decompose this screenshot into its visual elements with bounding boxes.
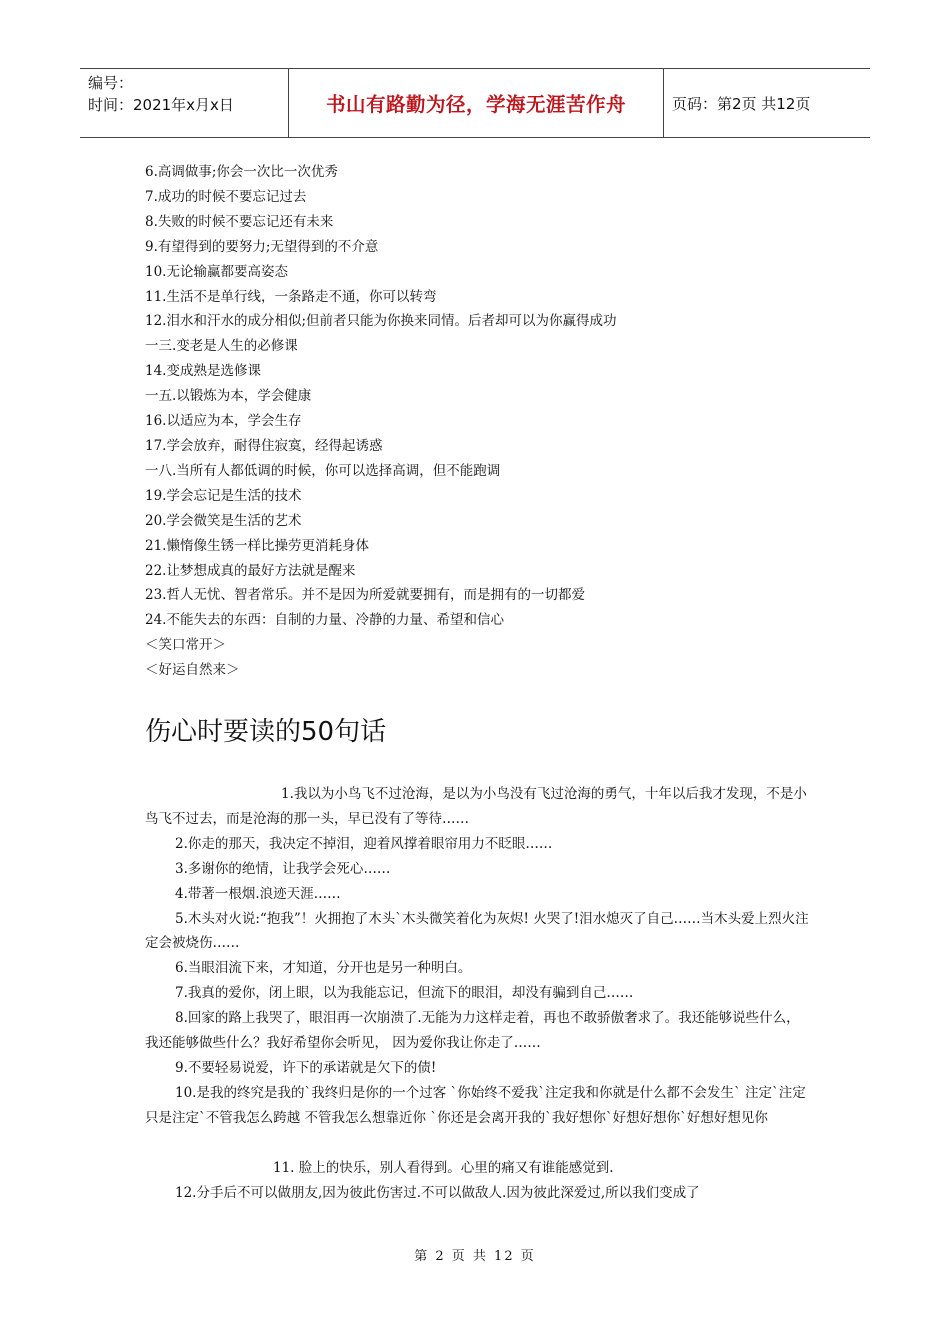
list-item: 22.让梦想成真的最好方法就是醒来: [145, 562, 356, 579]
list-item: 一八.当所有人都低调的时候，你可以选择高调，但不能跑调: [145, 462, 501, 479]
list-item: 17.学会放弃，耐得住寂寞，经得起诱惑: [145, 437, 383, 454]
list-item: 12.泪水和汗水的成分相似;但前者只能为你换来同情。后者却可以为你赢得成功: [145, 313, 617, 330]
paragraph: 12.分手后不可以做朋友,因为彼此伤害过.不可以做敌人.因为彼此深爱过,所以我们变成了: [175, 1184, 700, 1201]
list-item: 9.有望得到的要努力;无望得到的不介意: [145, 238, 379, 255]
paragraph: 1.我以为小鸟飞不过沧海，是以为小鸟没有飞过沧海的勇气，十年以后我才发现，不是小鸟飞不过去，而是沧海的那一头，早已没有了等待……: [145, 786, 807, 827]
list-item: ＜笑口常开＞: [145, 637, 226, 654]
header-page-info: 页码：第2页 共12页: [672, 94, 811, 113]
list-item: 一五.以锻炼为本，学会健康: [145, 388, 312, 405]
document-number-label: 编号：: [88, 74, 134, 92]
paragraph: 7.我真的爱你，闭上眼，以为我能忘记，但流下的眼泪，却没有骗到自己……: [175, 985, 634, 1002]
paragraph: 3.多谢你的绝情，让我学会死心……: [175, 860, 391, 877]
page-footer: 第 2 页 共 12 页: [414, 1249, 536, 1264]
section-title: 伤心时要读的50句话: [145, 717, 387, 747]
list-item: 11.生活不是单行线，一条路走不通，你可以转弯: [145, 288, 437, 305]
quote-paragraphs: [145, 782, 811, 1206]
list-item: 8.失败的时候不要忘记还有未来: [145, 213, 334, 230]
list-item: 7.成功的时候不要忘记过去: [145, 188, 307, 205]
numbered-list: [145, 160, 845, 683]
header-motto: 书山有路勤为径，学海无涯苦作舟: [289, 69, 664, 137]
paragraph: 5.木头对火说:“抱我”！火拥抱了木头`木头微笑着化为灰烬! 火哭了!泪水熄灭了自己……当木头爱上烈火注定会被烧伤……: [145, 910, 809, 952]
paragraph: 9.不要轻易说爱，许下的承诺就是欠下的债!: [175, 1059, 437, 1076]
paragraph: 4.带著一根烟.浪迹天涯……: [175, 885, 341, 902]
document-date: 时间：2021年x月x日: [88, 96, 234, 114]
header-meta: [80, 69, 289, 137]
list-item: 16.以适应为本，学会生存: [145, 413, 302, 430]
page-header: [80, 68, 870, 138]
paragraph: 11. 脸上的快乐，别人看得到。心里的痛又有谁能感觉到.: [273, 1159, 614, 1176]
paragraph: 10.是我的终究是我的`我终归是你的一个过客 `你始终不爱我`注定我和你就是什么都不会发生` 注定`注定只是注定`不管我怎么跨越 不管我怎么想靠近你 `你还是会离开我的`我好想你`好想好想你`好想好想见你: [145, 1084, 806, 1126]
list-item: ＜好运自然来＞: [145, 662, 240, 679]
list-item: 24.不能失去的东西：自制的力量、冷静的力量、希望和信心: [145, 612, 504, 629]
list-item: 14.变成熟是选修课: [145, 363, 261, 380]
list-item: 6.高调做事;你会一次比一次优秀: [145, 164, 338, 180]
list-item: 23.哲人无忧、智者常乐。并不是因为所爱就要拥有，而是拥有的一切都爱: [145, 587, 585, 604]
list-item: 一三.变老是人生的必修课: [145, 338, 298, 355]
list-item: 19.学会忘记是生活的技术: [145, 487, 302, 504]
paragraph: 6.当眼泪流下来，才知道，分开也是另一种明白。: [175, 960, 472, 977]
list-item: 21.懒惰像生锈一样比操劳更消耗身体: [145, 537, 369, 554]
list-item: 20.学会微笑是生活的艺术: [145, 512, 302, 529]
paragraph: 2.你走的那天，我决定不掉泪，迎着风撑着眼帘用力不眨眼……: [175, 835, 553, 852]
paragraph: 8.回家的路上我哭了，眼泪再一次崩溃了.无能为力这样走着，再也不敢骄傲奢求了。我还能够说些什么，我还能够做些什么？我好希望你会听见， 因为爱你我让你走了……: [145, 1010, 800, 1052]
list-item: 10.无论输赢都要高姿态: [145, 263, 288, 280]
